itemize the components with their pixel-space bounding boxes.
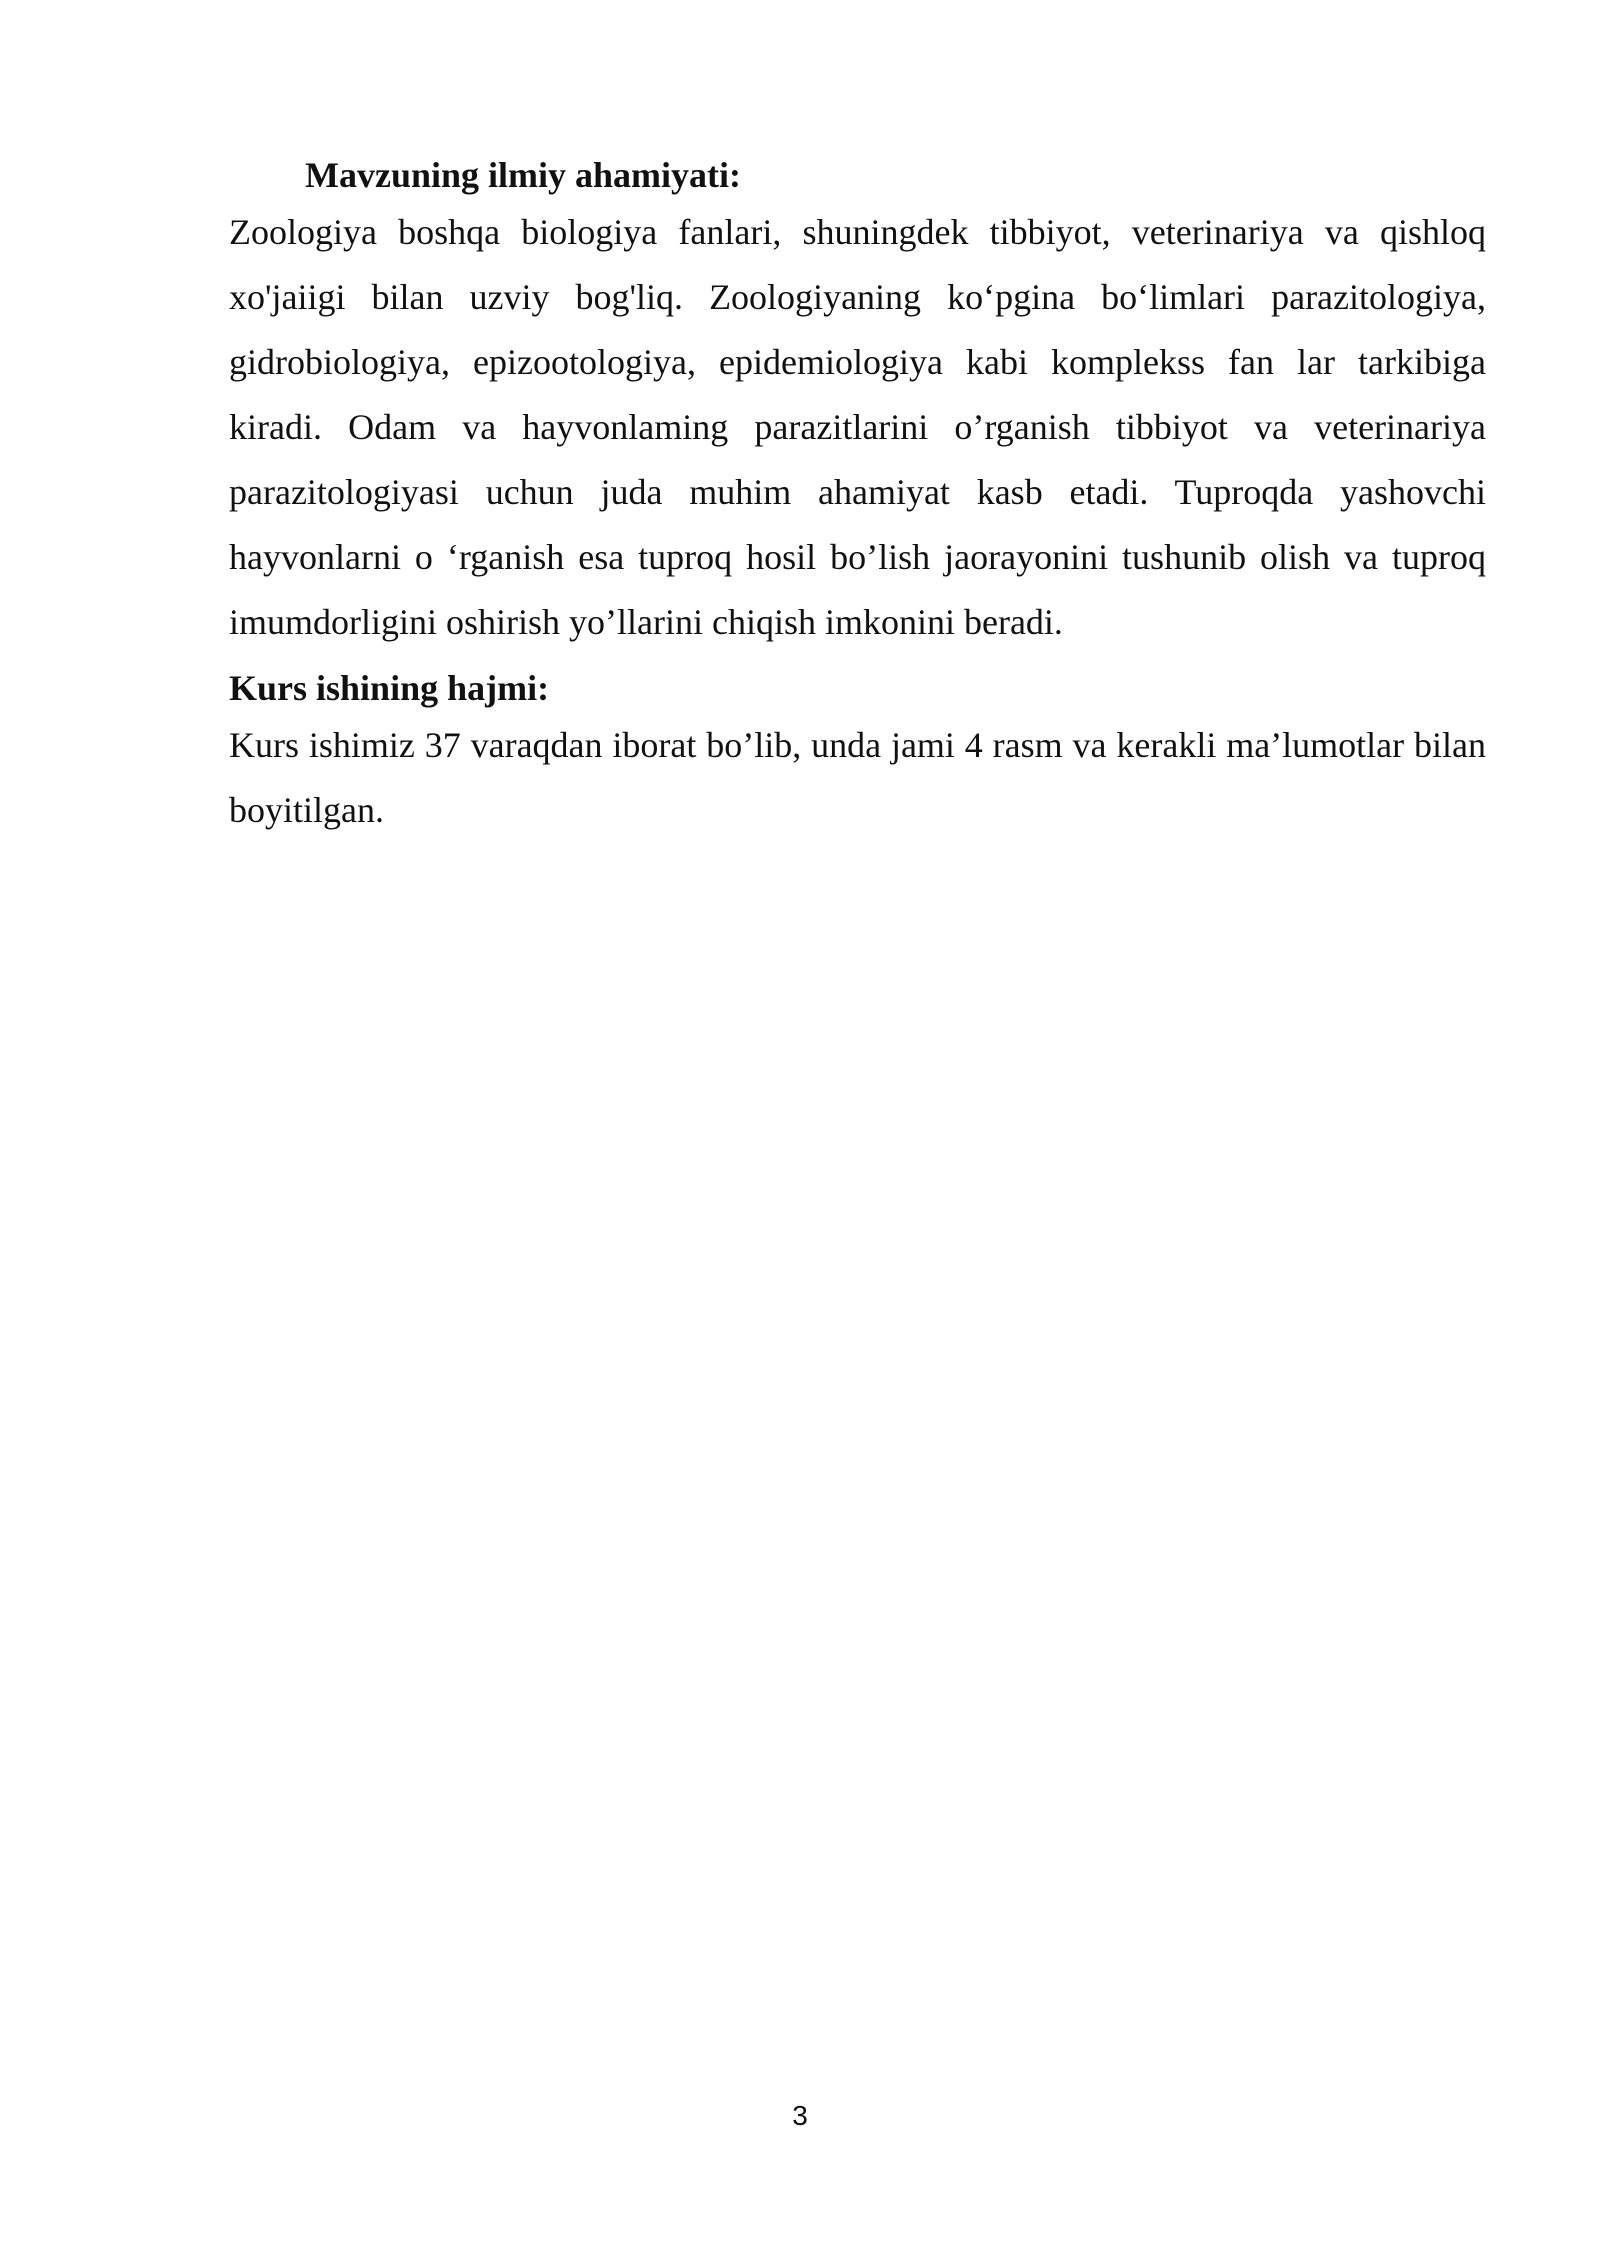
section-body-volume: Kurs ishimiz 37 varaqdan iborat bo’lib, unda jami 4 rasm va kerakli ma’lumotlar bilan boyitilgan. (229, 725, 1486, 830)
section-heading-significance: Mavzuning ilmiy ahamiyati: (305, 155, 742, 195)
page-content (229, 150, 1486, 843)
page-number: 3 (792, 2100, 808, 2131)
section-heading-volume: Kurs ishining hajmi: (229, 668, 550, 708)
section-body-significance: Zoologiya boshqa biologiya fanlari, shuningdek tibbiyot, veterinariya va qishloq xo'jaiigi bilan uzviy bog'liq. Zoologiyaning ko‘pgina bo‘limlari parazitologiya, gidrobiologiya, epizootologiya, epidemiologiya kabi komplekss fan lar tarkibiga kiradi. Odam va hayvonlaming parazitlarini o’rganish tibbiyot va veterinariya parazitologiyasi uchun juda muhim ahamiyat kasb etadi. Tuproqda yashovchi hayvonlarni o ‘rganish esa tuproq hosil bo’lish jaorayonini tushunib olish va tuproq imumdorligini oshirish yo’llarini chiqish imkonini beradi. (229, 212, 1486, 642)
